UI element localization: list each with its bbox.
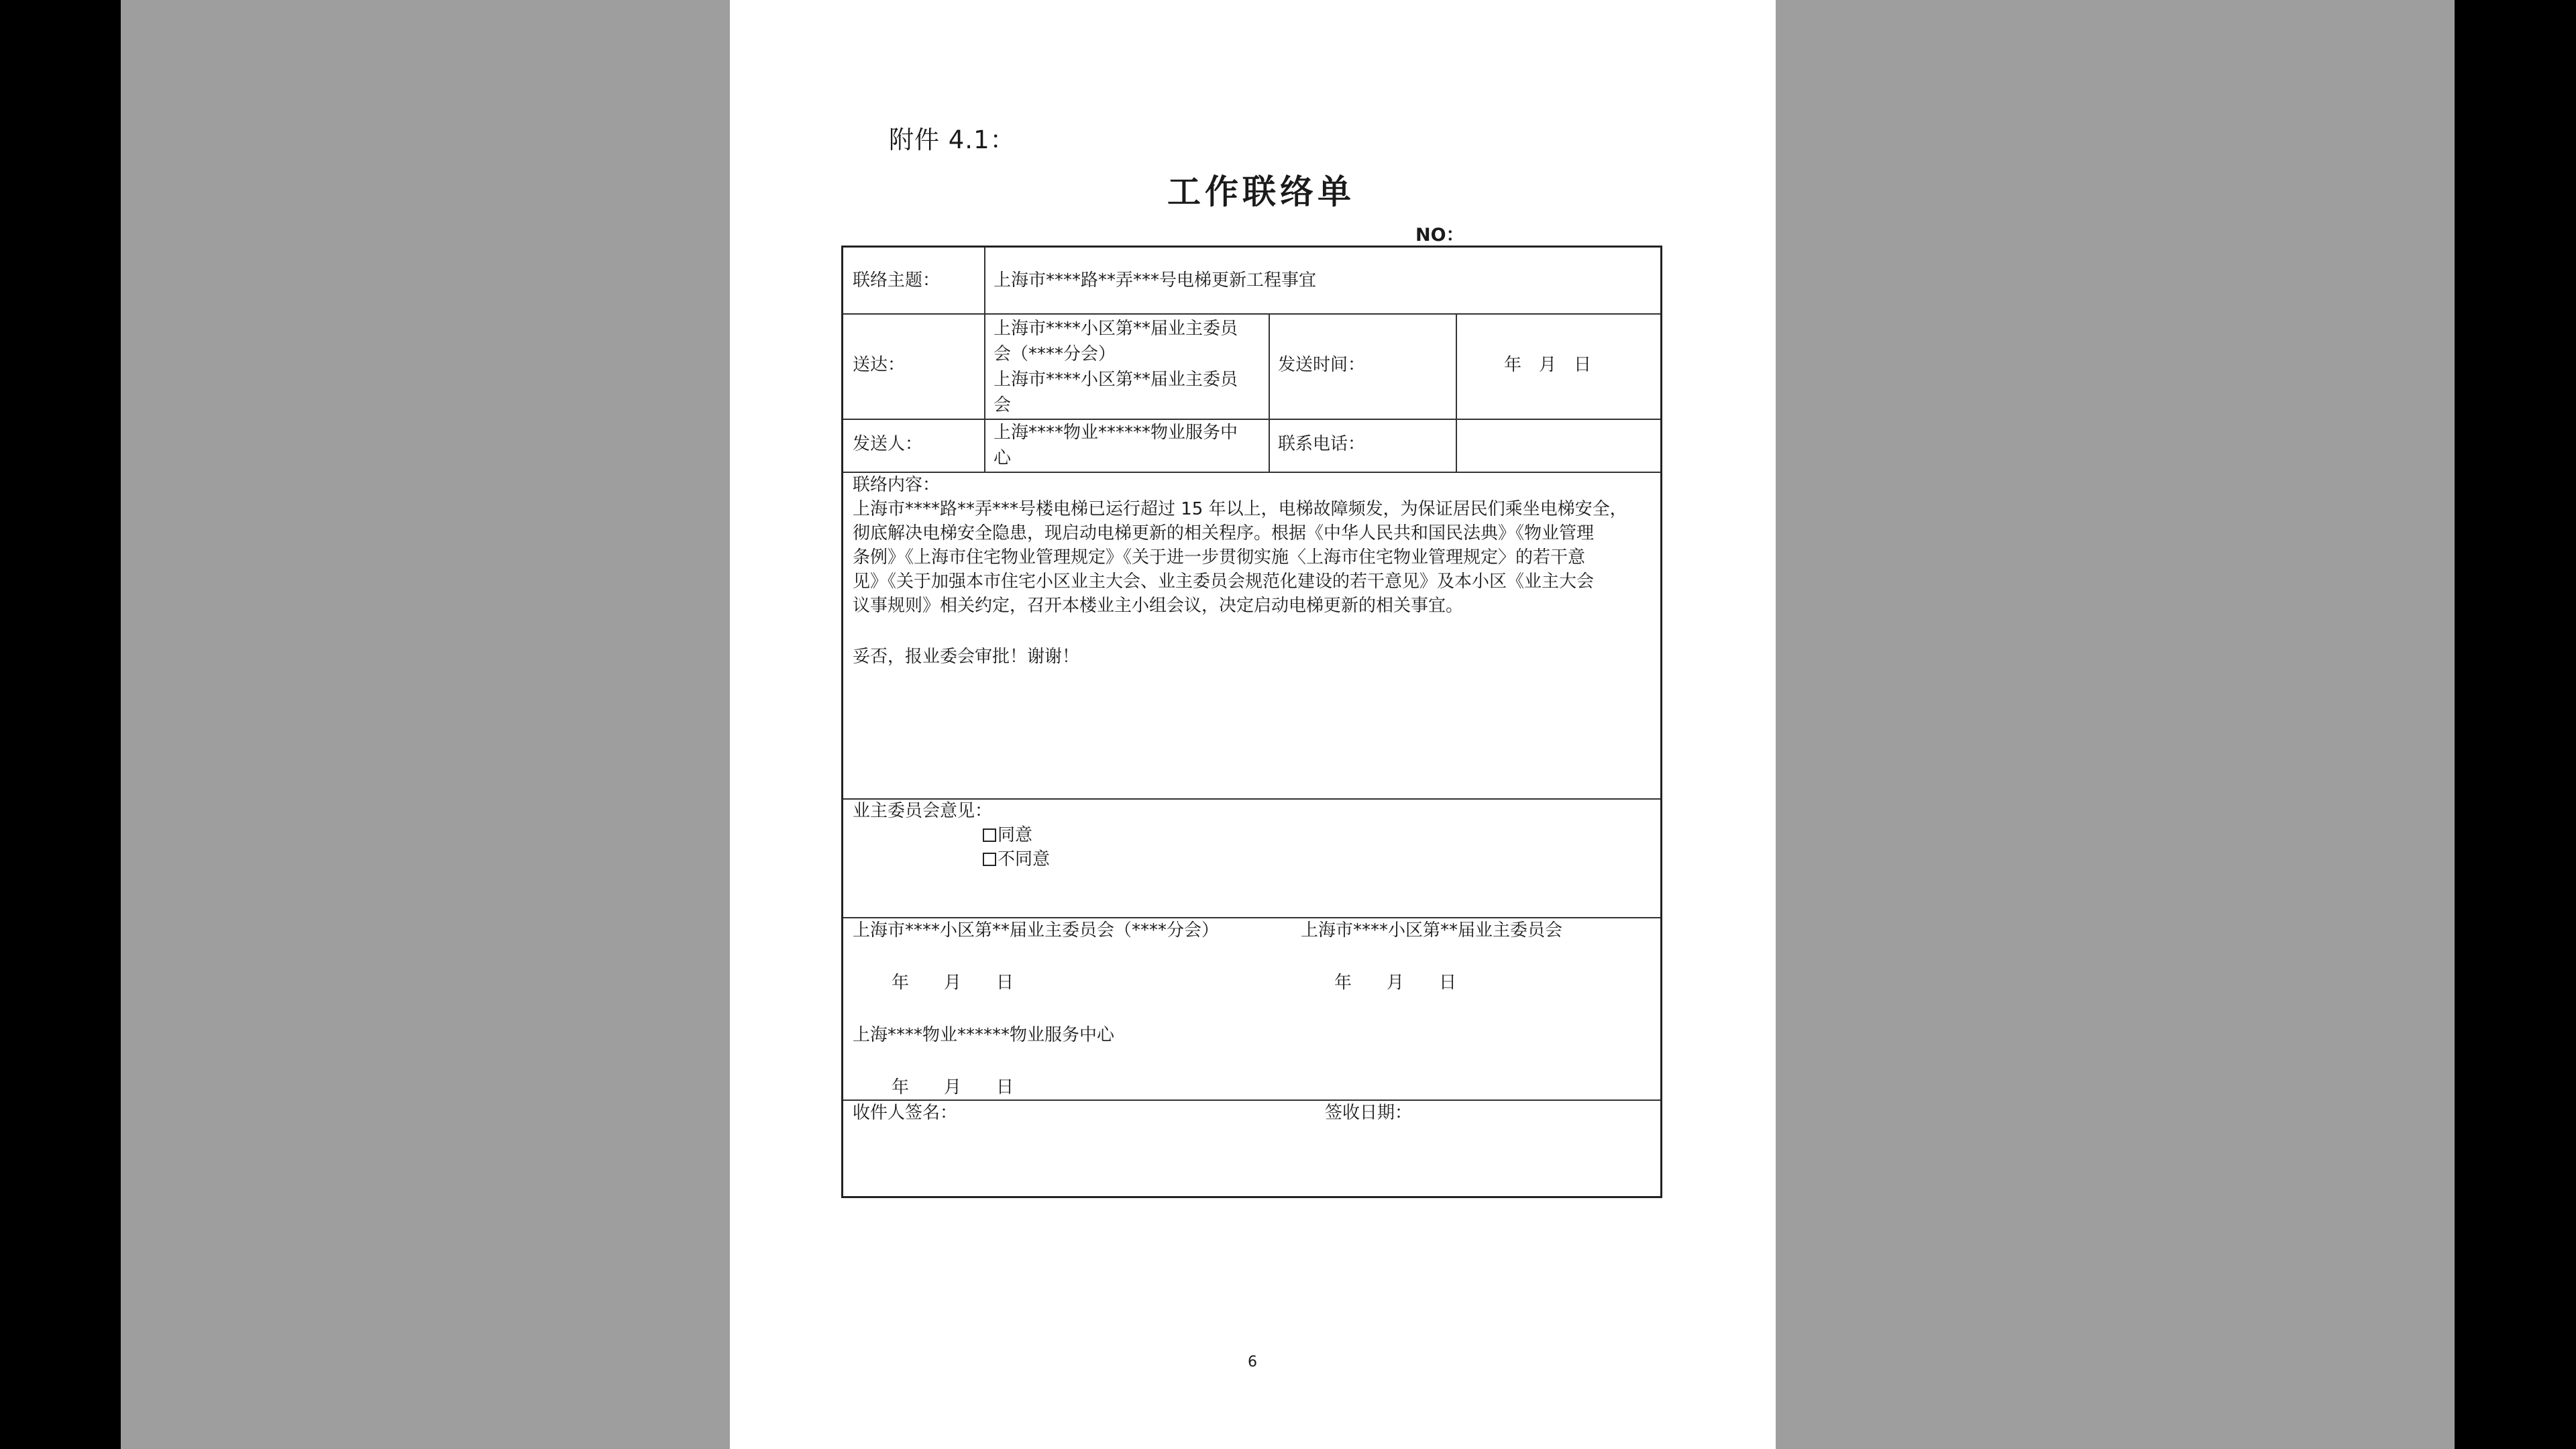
recipient-signature-label: 收件人签名： — [853, 1103, 958, 1123]
property-center-signature: 上海****物业******物业服务中心 — [853, 1025, 1115, 1045]
send-to-line: 上海市****小区第**届业主委员 — [994, 319, 1238, 339]
phone-label: 联系电话： — [1278, 434, 1366, 454]
send-time-value: 年 月 日 — [1504, 355, 1592, 375]
subject-label: 联络主题： — [853, 270, 941, 290]
row-divider — [843, 313, 1660, 315]
content-closing: 妥否，报业委会审批！谢谢！ — [853, 647, 1080, 667]
content-line: 议事规则》相关约定，召开本楼业主小组会议，决定启动电梯更新的相关事宜。 — [853, 596, 1464, 616]
send-to-label: 送达： — [853, 355, 906, 375]
content-line: 彻底解决电梯安全隐患，现启动电梯更新的相关程序。根据《中华人民共和国民法典》《物业管理 — [853, 523, 1595, 543]
sender-line: 心 — [994, 448, 1012, 468]
committee-main-signature: 上海市****小区第**届业主委员会 — [1301, 920, 1563, 941]
opinion-label: 业主委员会意见： — [853, 801, 993, 821]
viewer-background-left — [121, 0, 730, 1449]
document-title: 工作联络单 — [1167, 172, 1355, 211]
column-divider — [1269, 313, 1270, 472]
disagree-option[interactable] — [983, 847, 1050, 871]
row-divider — [843, 1099, 1660, 1101]
receipt-date-label: 签收日期： — [1325, 1103, 1413, 1123]
agree-checkbox[interactable] — [983, 828, 996, 842]
disagree-checkbox[interactable] — [983, 853, 996, 866]
content-label: 联络内容： — [853, 475, 941, 495]
send-to-line: 会 — [994, 395, 1012, 415]
number-label: NO： — [1415, 225, 1464, 246]
content-line: 条例》《上海市住宅物业管理规定》《关于进一步贯彻实施〈上海市住宅物业管理规定〉的若干意 — [853, 547, 1586, 568]
content-line: 见》《关于加强本市住宅小区业主大会、业主委员会规范化建设的若干意见》及本小区《业主大会 — [853, 572, 1595, 592]
committee-branch-signature: 上海市****小区第**届业主委员会（****分会） — [853, 920, 1220, 941]
send-time-label: 发送时间： — [1278, 355, 1366, 375]
subject-value: 上海市****路**弄***号电梯更新工程事宜 — [994, 270, 1317, 290]
column-divider — [984, 248, 985, 472]
column-divider — [1456, 313, 1457, 472]
agree-text: 同意 — [998, 825, 1033, 845]
date-line: 年 月 日 — [892, 973, 1014, 993]
sender-line: 上海****物业******物业服务中 — [994, 423, 1238, 443]
date-line: 年 月 日 — [1334, 973, 1457, 993]
content-line: 上海市****路**弄***号楼电梯已运行超过 15 年以上，电梯故障频发，为保证居民们乘坐电梯安全， — [853, 499, 1627, 519]
contact-form-table — [841, 246, 1662, 1198]
viewer-background-right — [1776, 0, 2455, 1449]
attachment-label: 附件 4.1： — [889, 125, 1016, 154]
row-divider — [843, 472, 1660, 473]
sender-label: 发送人： — [853, 434, 923, 454]
agree-option[interactable] — [983, 823, 1032, 847]
send-to-line: 会（****分会） — [994, 344, 1116, 364]
row-divider — [843, 419, 1660, 420]
document-page — [730, 0, 1776, 1449]
disagree-text: 不同意 — [998, 849, 1051, 869]
date-line: 年 月 日 — [892, 1077, 1014, 1097]
page-number: 6 — [1248, 1354, 1257, 1371]
send-to-line: 上海市****小区第**届业主委员 — [994, 370, 1238, 390]
